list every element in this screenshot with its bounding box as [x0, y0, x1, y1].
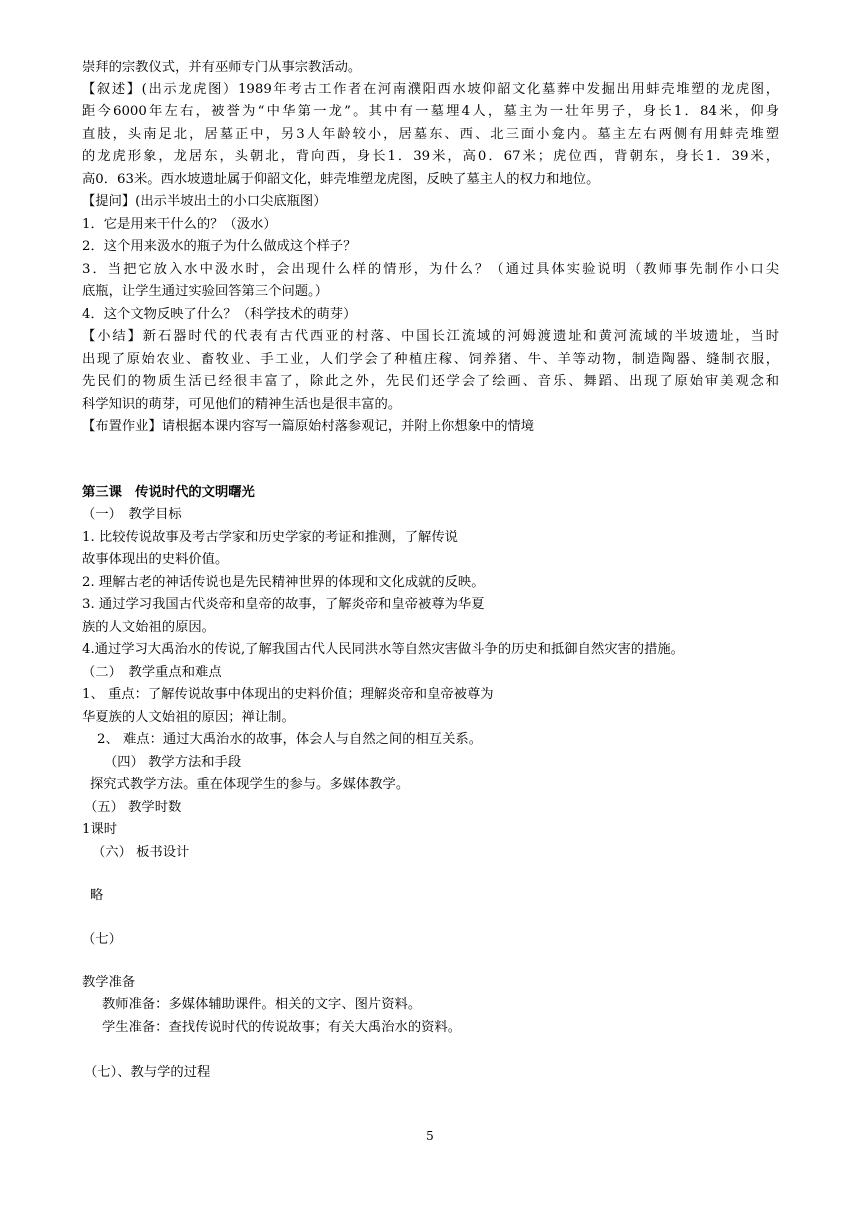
section-heading: （五） 教学时数: [84, 800, 182, 815]
text-line: 【叙述】(出示龙虎图）1989年考古工作者在河南濮阳西水坡仰韶文化墓葬中发掘出用蚌壳堆塑的龙虎图，: [82, 82, 779, 97]
text-line: 3．当把它放入水中汲水时，会出现什么样的情形，为什么？（通过具体实验说明（教师事先制作小口尖: [82, 262, 779, 277]
text-line: 略: [90, 888, 104, 903]
text-line: 底瓶，让学生通过实验回答第三个问题。）: [82, 284, 328, 299]
section-heading: （七）: [82, 932, 122, 947]
text-line: 族的人文始祖的原因。: [82, 620, 215, 635]
text-line: 4.通过学习大禹治水的传说,了解我国古代人民同洪水等自然灾害做斗争的历史和抵御自然灾害的措施。: [82, 642, 684, 657]
text-line: 探究式教学方法。重在体现学生的参与。多媒体教学。: [90, 777, 410, 792]
section-heading: （二） 教学重点和难点: [82, 665, 222, 680]
section-heading: （六） 板书设计: [92, 845, 190, 860]
text-line: 学生准备：查找传说时代的传说故事；有关大禹治水的资料。: [102, 1020, 462, 1035]
text-line: 先民们的物质生活已经很丰富了，除此之外，先民们还学会了绘画、音乐、舞蹈、出现了原始审美观念和: [82, 374, 779, 389]
text-line: 1．它是用来干什么的？（汲水）: [82, 217, 277, 232]
text-line: 3. 通过学习我国古代炎帝和皇帝的故事，了解炎帝和皇帝被尊为华夏: [82, 597, 485, 612]
text-line: 的龙虎形象，龙居东，头朝北，背向西，身长1．39米，高0．67米；虎位西，背朝东，身长1．39米，: [82, 149, 779, 164]
lesson-title: 第三课 传说时代的文明曙光: [82, 485, 255, 500]
text-line: 【布置作业】请根据本课内容写一篇原始村落参观记，并附上你想象中的情境: [82, 419, 535, 434]
section-heading: （一） 教学目标: [82, 507, 182, 522]
text-line: 【小结】新石器时代的代表有古代西亚的村落、中国长江流域的河姆渡遗址和黄河流域的半坡遗址，当时: [82, 329, 779, 344]
text-line: 【提问】(出示半坡出土的小口尖底瓶图）: [82, 194, 327, 209]
page-number: 5: [426, 1129, 434, 1143]
text-line: 高0．63米。西水坡遗址属于仰韶文化，蚌壳堆塑龙虎图，反映了墓主人的权力和地位。: [82, 172, 600, 187]
section-heading: （七）、教与学的过程: [84, 1065, 211, 1080]
text-line: 华夏族的人文始祖的原因；禅让制。: [82, 710, 295, 725]
text-line: 2．这个用来汲水的瓶子为什么做成这个样子？: [82, 239, 357, 254]
section-heading: （四） 教学方法和手段: [104, 755, 242, 770]
section-heading: 教学准备: [82, 975, 136, 990]
text-line: 4．这个文物反映了什么？（科学技术的萌芽）: [82, 307, 357, 322]
text-line: 距今6000年左右，被誉为“中华第一龙”。其中有一墓埋4人，墓主为一壮年男子，身长1．84米，仰身: [82, 104, 779, 119]
text-line: 2. 理解古老的神话传说也是先民精神世界的体现和文化成就的反映。: [82, 575, 485, 590]
text-line: 2、 难点：通过大禹治水的故事，体会人与自然之间的相互关系。: [97, 732, 482, 747]
text-line: 科学知识的萌芽，可见他们的精神生活也是很丰富的。: [82, 397, 402, 412]
text-line: 直肢，头南足北，居墓正中，另3人年龄较小，居墓东、西、北三面小龛内。墓主左右两侧有用蚌壳堆塑: [82, 127, 779, 142]
text-line: 1. 比较传说故事及考古学家和历史学家的考证和推测，了解传说: [82, 530, 458, 545]
text-line: 教师准备：多媒体辅助课件。相关的文字、图片资料。: [102, 997, 422, 1012]
text-line: 崇拜的宗教仪式，并有巫师专门从事宗教活动。: [82, 60, 362, 75]
text-line: 故事体现出的史料价值。: [82, 552, 229, 567]
text-line: 出现了原始农业、畜牧业、手工业，人们学会了种植庄稼、饲养猪、牛、羊等动物，制造陶器、缝制衣服，: [82, 352, 779, 367]
text-line: 1课时: [82, 822, 118, 837]
text-line: 1、 重点：了解传说故事中体现出的史料价值；理解炎帝和皇帝被尊为: [82, 687, 494, 702]
